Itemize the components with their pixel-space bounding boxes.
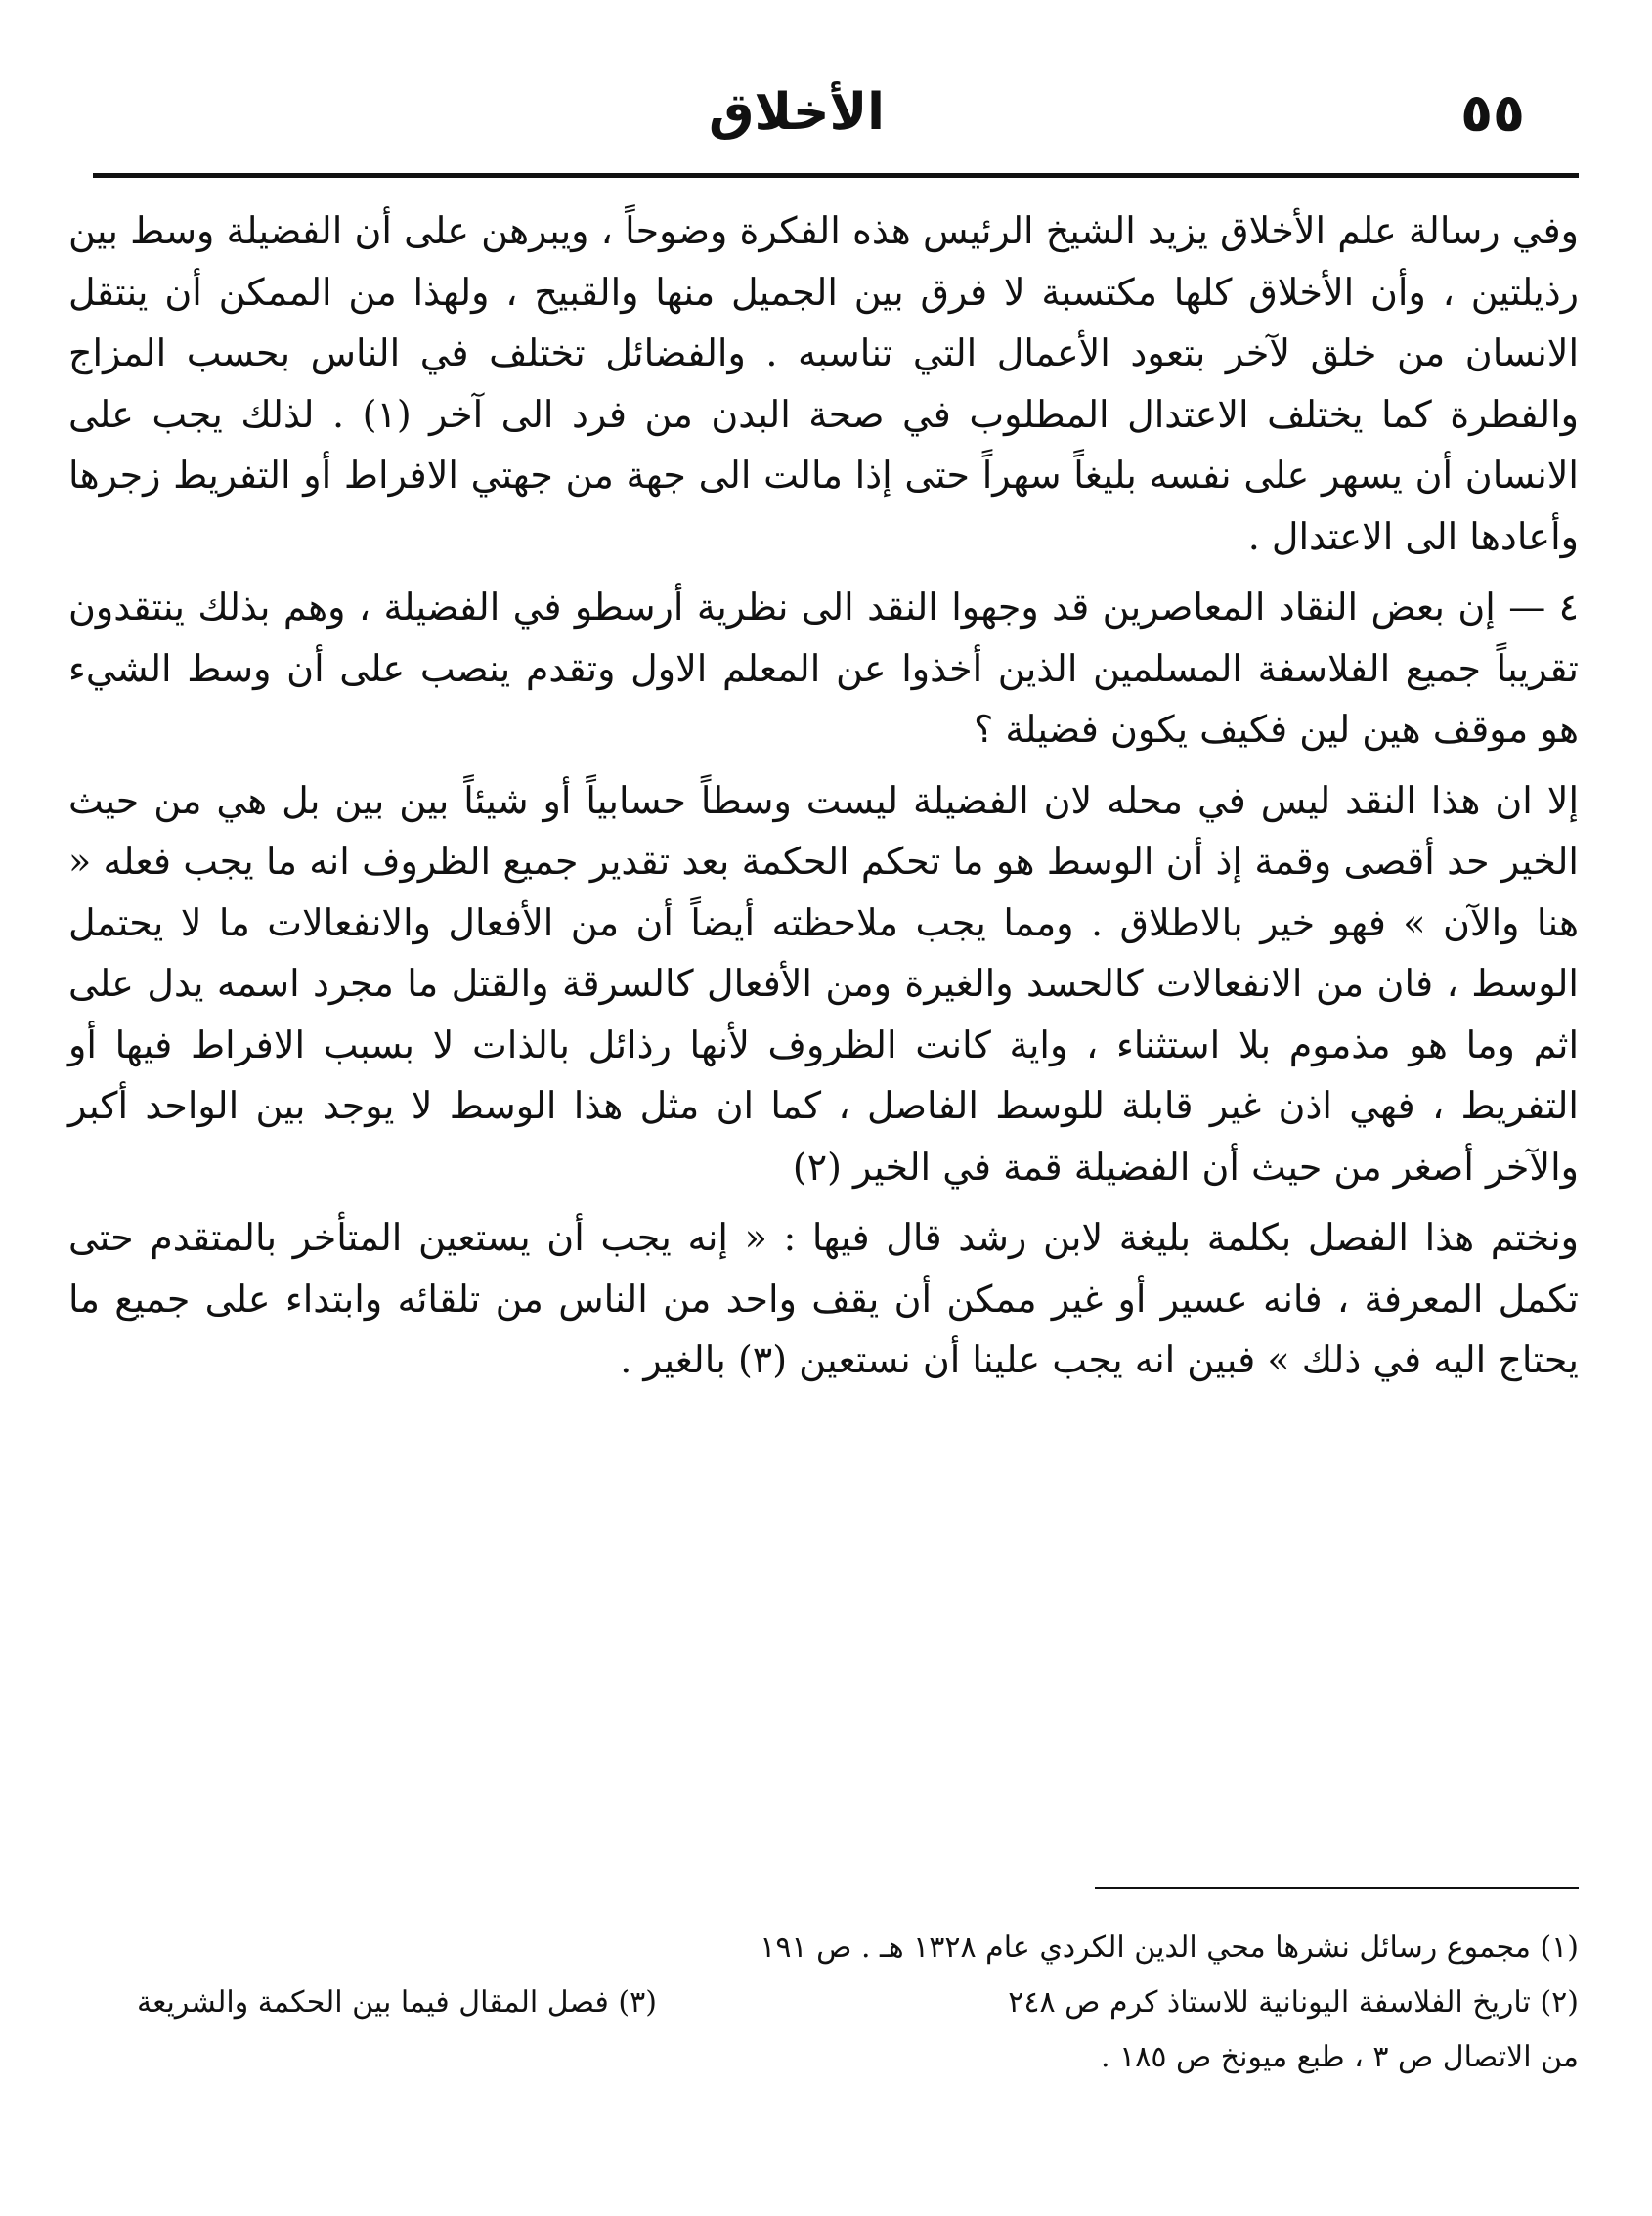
footnote-2: (٢) تاريخ الفلاسفة اليونانية للاستاذ كرم ص ٢٤٨: [1008, 1985, 1579, 2020]
footnote-3: (٣) فصل المقال فيما بين الحكمة والشريعة: [137, 1985, 657, 2020]
footnote-3-continued: من الاتصال ص ٣ ، طبع ميونخ ص ١٨٥ .: [1101, 2040, 1579, 2074]
main-text: [68, 200, 1579, 1391]
header-rule: [93, 173, 1579, 178]
footnote-2-3-line: [137, 1976, 1579, 2030]
paragraph-4: ونختم هذا الفصل بكلمة بليغة لابن رشد قال فيها : « إنه يجب أن يستعين المتأخر بالمتقدم حتى تكمل المعرفة ، فانه عسير أو غير ممكن أن يقف واحد من الناس من تلقائه وابتداء على جميع ما يحتاج اليه في ذلك » فبين انه يجب علينا أن نستعين (٣) بالغير .: [68, 1216, 1579, 1381]
page-number: ٥٥: [1460, 81, 1525, 144]
paragraph-3: إلا ان هذا النقد ليس في محله لان الفضيلة ليست وسطاً حسابياً أو شيئاً بين بين بل هي من حيث الخير حد أقصى وقمة إذ أن الوسط هو ما تحكم الحكمة بعد تقدير جميع الظروف انه ما يجب فعله « هنا والآن » فهو خير بالاطلاق . ومما يجب ملاحظته أيضاً أن من الأفعال والانفعالات ما لا يحتمل الوسط ، فان من الانفعالات كالحسد والغيرة ومن الأفعال كالسرقة والقتل ما مجرد اسمه يدل على اثم وما هو مذموم بلا استثناء ، واية كانت الظروف لأنها رذائل بالذات لا بسبب الافراط فيها أو التفريط ، فهي اذن غير قابلة للوسط الفاصل ، كما ان مثل هذا الوسط لا يوجد بين الواحد أكبر والآخر أصغر من حيث أن الفضيلة قمة في الخير (٢): [68, 778, 1579, 1189]
footnote-1: (١) مجموع رسائل نشرها محي الدين الكردي عام ١٣٢٨ هـ . ص ١٩١: [760, 1931, 1579, 1965]
paragraph-2: ٤ — إن بعض النقاد المعاصرين قد وجهوا النقد الى نظرية أرسطو في الفضيلة ، وهم بذلك ينتقدون تقريباً جميع الفلاسفة المسلمين الذين أخذوا عن المعلم الاول وتقدم ينصب على أن وسط الشيء هو موقف هين لين فكيف يكون فضيلة ؟: [68, 586, 1579, 751]
paragraph-1: وفي رسالة علم الأخلاق يزيد الشيخ الرئيس هذه الفكرة وضوحاً ، ويبرهن على أن الفضيلة وسط بين رذيلتين ، وأن الأخلاق كلها مكتسبة لا فرق بين الجميل منها والقبيح ، ولهذا من الممكن أن ينتقل الانسان من خلق لآخر بتعود الأعمال التي تناسبه . والفضائل تختلف في الناس بحسب المزاج والفطرة كما يختلف الاعتدال المطلوب في صحة البدن من فرد الى آخر (١) . لذلك يجب على الانسان أن يسهر على نفسه بليغاً سهراً حتى إذا مالت الى جهة من جهتي الافراط أو التفريط زجرها وأعادها الى الاعتدال .: [68, 209, 1579, 558]
footnote-rule: [1095, 1887, 1579, 1889]
footnotes: [137, 1921, 1579, 2085]
page-header: [93, 59, 1579, 166]
running-title: الأخلاق: [709, 83, 885, 142]
